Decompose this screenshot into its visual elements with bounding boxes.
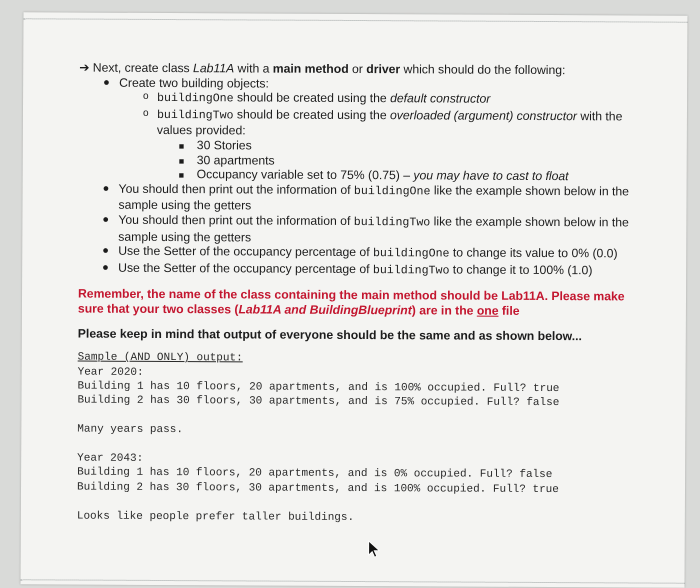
keep-in-mind-note: Please keep in mind that output of everyone should be the same and as shown below... bbox=[77, 326, 582, 343]
circle-bullet-icon: o bbox=[142, 107, 149, 119]
bullet-icon: ● bbox=[102, 182, 110, 195]
bullet-print-two: ● You should then print out the information of buildingTwo like the example shown below in the bbox=[102, 212, 629, 230]
arrow-icon: ➔ bbox=[79, 60, 90, 75]
subbullet-building-two: o buildingTwo should be created using the overloaded (argument) constructor with the bbox=[142, 107, 623, 124]
bullet-icon: ● bbox=[103, 76, 110, 89]
mouse-pointer-icon bbox=[367, 540, 381, 558]
subbullet-building-one: o buildingOne should be created using the default constructor bbox=[143, 90, 491, 106]
document-page bbox=[21, 12, 688, 587]
value-occupancy: ■ Occupancy variable set to 75% (0.75) – you may have to cast to float bbox=[178, 167, 569, 184]
bullet-print-one: ● You should then print out the information of buildingOne like the example shown below in the bbox=[102, 181, 629, 199]
value-stories: ■ 30 Stories bbox=[178, 138, 252, 153]
square-bullet-icon: ■ bbox=[178, 170, 185, 181]
bullet-setter-one: ● Use the Setter of the occupancy percentage of buildingOne to change its value to 0% (0.0) bbox=[102, 243, 618, 261]
value-apartments: ■ 30 apartments bbox=[178, 152, 275, 168]
sample-output: Sample (AND ONLY) output: Year 2020: Building 1 has 10 floors, 20 apartments, and is 100% occupied. Full? true Building 2 has 30 floors, 30 apartments, and is 75% occupied. Full? false Many years pass. Year 2043: Building 1 has 10 floors, 20 apartments, and is 0% occupied. Full? false Building 2 has 30 floors, 30 apartments, and is 100% occupied. Full? true Looks like people prefer taller buildings. bbox=[76, 351, 560, 524]
instructions bbox=[77, 61, 659, 527]
square-bullet-icon: ■ bbox=[178, 141, 185, 152]
circle-bullet-icon: o bbox=[143, 91, 149, 103]
bullet-print-one-cont: sample using the getters bbox=[118, 198, 252, 213]
bottom-dotted-border bbox=[21, 579, 685, 583]
bullet-print-two-cont: sample using the getters bbox=[118, 229, 252, 244]
intro-line: ➔ Next, create class Lab11A with a main method or driver which should do the following: bbox=[79, 60, 566, 78]
top-dotted-border bbox=[23, 18, 687, 22]
values-provided: values provided: bbox=[156, 123, 246, 138]
square-bullet-icon: ■ bbox=[178, 155, 185, 166]
remember-note: Remember, the name of the class containing the main method should be Lab11A. Please make sure that your two classes (Lab11A and BuildingBlueprint) are in the one file bbox=[77, 286, 625, 318]
bullet-create: ● Create two building objects: bbox=[103, 75, 269, 91]
bullet-setter-two: ● Use the Setter of the occupancy percentage of buildingTwo to change it to 100% (1.0) bbox=[102, 260, 593, 278]
bullet-icon: ● bbox=[102, 261, 109, 274]
bullet-icon: ● bbox=[102, 213, 110, 226]
bullet-icon: ● bbox=[102, 244, 109, 257]
